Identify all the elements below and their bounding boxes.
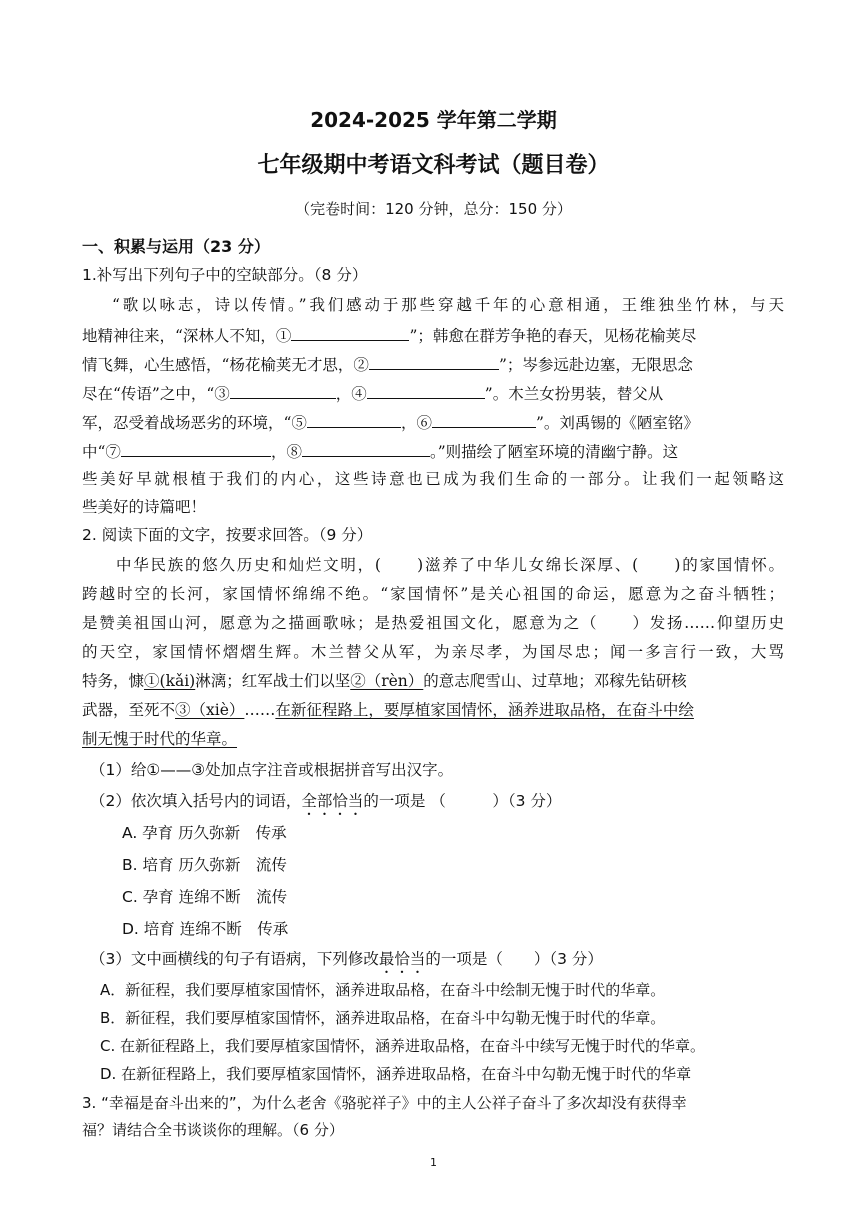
- time-score-note: （完卷时间：120 分钟，总分：150 分）: [295, 200, 572, 218]
- q1-line-8: 些美好的诗篇吧！: [82, 498, 207, 516]
- year-term-title: 2024-2025 学年第二学期: [310, 108, 557, 132]
- q2-passage-2: 跨越时空的长河，家国情怀绵绵不绝。“家国情怀”是关心祖国的命运，愿意为之奋斗牺牲；: [82, 585, 784, 603]
- blank-1[interactable]: [291, 323, 409, 341]
- q1-stem: 1.补写出下列句子中的空缺部分。（8 分）: [82, 266, 368, 284]
- q1-line-5-c: ”。刘禹锡的《陋室铭》: [535, 414, 699, 432]
- option-b[interactable]: B. 培育 历久弥新 流传: [122, 856, 287, 874]
- q1-line-1: “歌以咏志，诗以传情。”我们感动于那些穿越千年的心意相通，王维独坐竹林，与天: [112, 296, 784, 314]
- revision-c[interactable]: C. 在新征程路上，我们要厚植家国情怀，涵养进取品格，在奋斗中续写无愧于时代的华章。: [100, 1037, 706, 1055]
- q1-line-5: [82, 410, 699, 434]
- blank-2[interactable]: [369, 352, 499, 370]
- q2-passage-1: 中华民族的悠久历史和灿烂文明，( )滋养了中华儿女绵长深厚、( )的家国情怀。: [116, 556, 784, 574]
- option-d[interactable]: D. 培育 连绵不断 传承: [122, 920, 289, 938]
- q1-line-3: [82, 352, 693, 376]
- q1-line-2-a: 地精神往来，“深林人不知，①: [82, 327, 292, 345]
- q1-line-6-a: 中“⑦: [82, 443, 121, 461]
- q1-line-3-a: 情飞舞，心生感悟，“杨花榆荚无才思，②: [82, 356, 369, 374]
- q2-stem: 2. 阅读下面的文字，按要求回答。（9 分）: [82, 526, 373, 544]
- q2-passage-4: 的天空，家国情怀熠熠生辉。木兰替父从军，为亲尽孝，为国尽忠；闻一多言行一致，大骂: [82, 643, 784, 661]
- blank-7[interactable]: [121, 439, 271, 457]
- blank-3[interactable]: [230, 381, 336, 399]
- underlined-sentence: 在新征程路上，要厚植家国情怀，涵养进取品格，在奋斗中绘: [275, 701, 694, 719]
- q1-line-6-c: 。”则描绘了陋室环境的清幽宁静。这: [429, 443, 679, 461]
- q2-sub-3-c: 的一项是（ ）（3 分）: [425, 950, 603, 968]
- q2-sub-2-c: 的一项是 （ ）（3 分）: [363, 792, 562, 810]
- q1-line-6: [82, 439, 678, 463]
- q2-passage-6-c: ……: [244, 701, 276, 719]
- revision-d[interactable]: D. 在新征程路上，我们要厚植家国情怀，涵养进取品格，在奋斗中勾勒无愧于时代的华章: [100, 1065, 692, 1083]
- q1-line-3-b: ”；岑参远赴边塞，无限思念: [498, 356, 693, 374]
- pinyin-kai: ①(kǎi): [144, 672, 196, 690]
- q2-sub-3-a: （3）文中画横线的句子有语病，下列修改: [90, 950, 379, 968]
- revision-a[interactable]: A．新征程，我们要厚植家国情怀，涵养进取品格，在奋斗中绘制无愧于时代的华章。: [100, 981, 666, 999]
- q1-line-4-c: ”。木兰女扮男装，替父从: [484, 385, 664, 403]
- revision-b[interactable]: B．新征程，我们要厚植家国情怀，涵养进取品格，在奋斗中勾勒无愧于时代的华章。: [100, 1009, 666, 1027]
- blank-4[interactable]: [367, 381, 485, 399]
- emphasis-most-appropriate: 最恰当: [378, 950, 426, 968]
- blank-6[interactable]: [432, 410, 536, 428]
- q1-line-2-b: ”；韩愈在群芳争艳的春天，见杨花榆荚尽: [409, 327, 697, 345]
- q1-line-4-a: 尽在“传语”之中，“③: [82, 385, 230, 403]
- q2-passage-5: [82, 670, 687, 692]
- emphasis-all-appropriate: 全部恰当: [301, 792, 364, 810]
- q2-passage-5-a: 特务，慷: [82, 672, 145, 690]
- q1-line-5-a: 军，忍受着战场恶劣的环境，“⑤: [82, 414, 307, 432]
- q1-line-5-b: ，⑥: [400, 414, 432, 432]
- pinyin-xie: ③（xiè）: [175, 701, 245, 719]
- section-heading: 一、积累与运用（23 分）: [82, 237, 270, 256]
- exam-title: 七年级期中考语文科考试（题目卷）: [257, 153, 610, 178]
- q2-sub-2-a: （2）依次填入括号内的词语，: [90, 792, 302, 810]
- q1-line-4-b: ，④: [335, 385, 367, 403]
- q2-sub-2: [90, 790, 561, 819]
- q1-line-7: 些美好早就根植于我们的内心，这些诗意也已成为我们生命的一部分。让我们一起领略这: [82, 470, 784, 488]
- q1-line-6-b: ，⑧: [270, 443, 302, 461]
- pinyin-ren: ②（rèn）: [350, 672, 424, 690]
- q2-passage-3: 是赞美祖国山河，愿意为之描画歌咏；是热爱祖国文化，愿意为之（ ）发扬……仰望历史: [82, 614, 784, 632]
- q1-line-4: [82, 381, 663, 405]
- q2-passage-5-c: 淋漓；红军战士们以坚: [195, 672, 351, 690]
- option-a[interactable]: A. 孕育 历久弥新 传承: [122, 824, 287, 842]
- blank-8[interactable]: [302, 439, 430, 457]
- q2-sub-3: [90, 948, 603, 977]
- q2-passage-5-e: 的意志爬雪山、过草地；邓稼先钻研核: [423, 672, 687, 690]
- underlined-sentence-end: 制无愧于时代的华章。: [82, 730, 238, 748]
- q2-sub-1: （1）给①——③处加点字注音或根据拼音写出汉字。: [90, 761, 454, 779]
- blank-5[interactable]: [307, 410, 401, 428]
- q2-passage-6-a: 武器，至死不: [82, 701, 176, 719]
- q1-line-2: [82, 323, 696, 347]
- q3-line-1: 3. “幸福是奋斗出来的”，为什么老舍《骆驼祥子》中的主人公祥子奋斗了多次却没有获得幸: [82, 1094, 687, 1112]
- q3-line-2: 福？请结合全书谈谈你的理解。（6 分）: [82, 1121, 344, 1139]
- page-number: 1: [430, 1156, 437, 1169]
- option-c[interactable]: C. 孕育 连绵不断 流传: [122, 888, 288, 906]
- q2-passage-6: [82, 699, 694, 721]
